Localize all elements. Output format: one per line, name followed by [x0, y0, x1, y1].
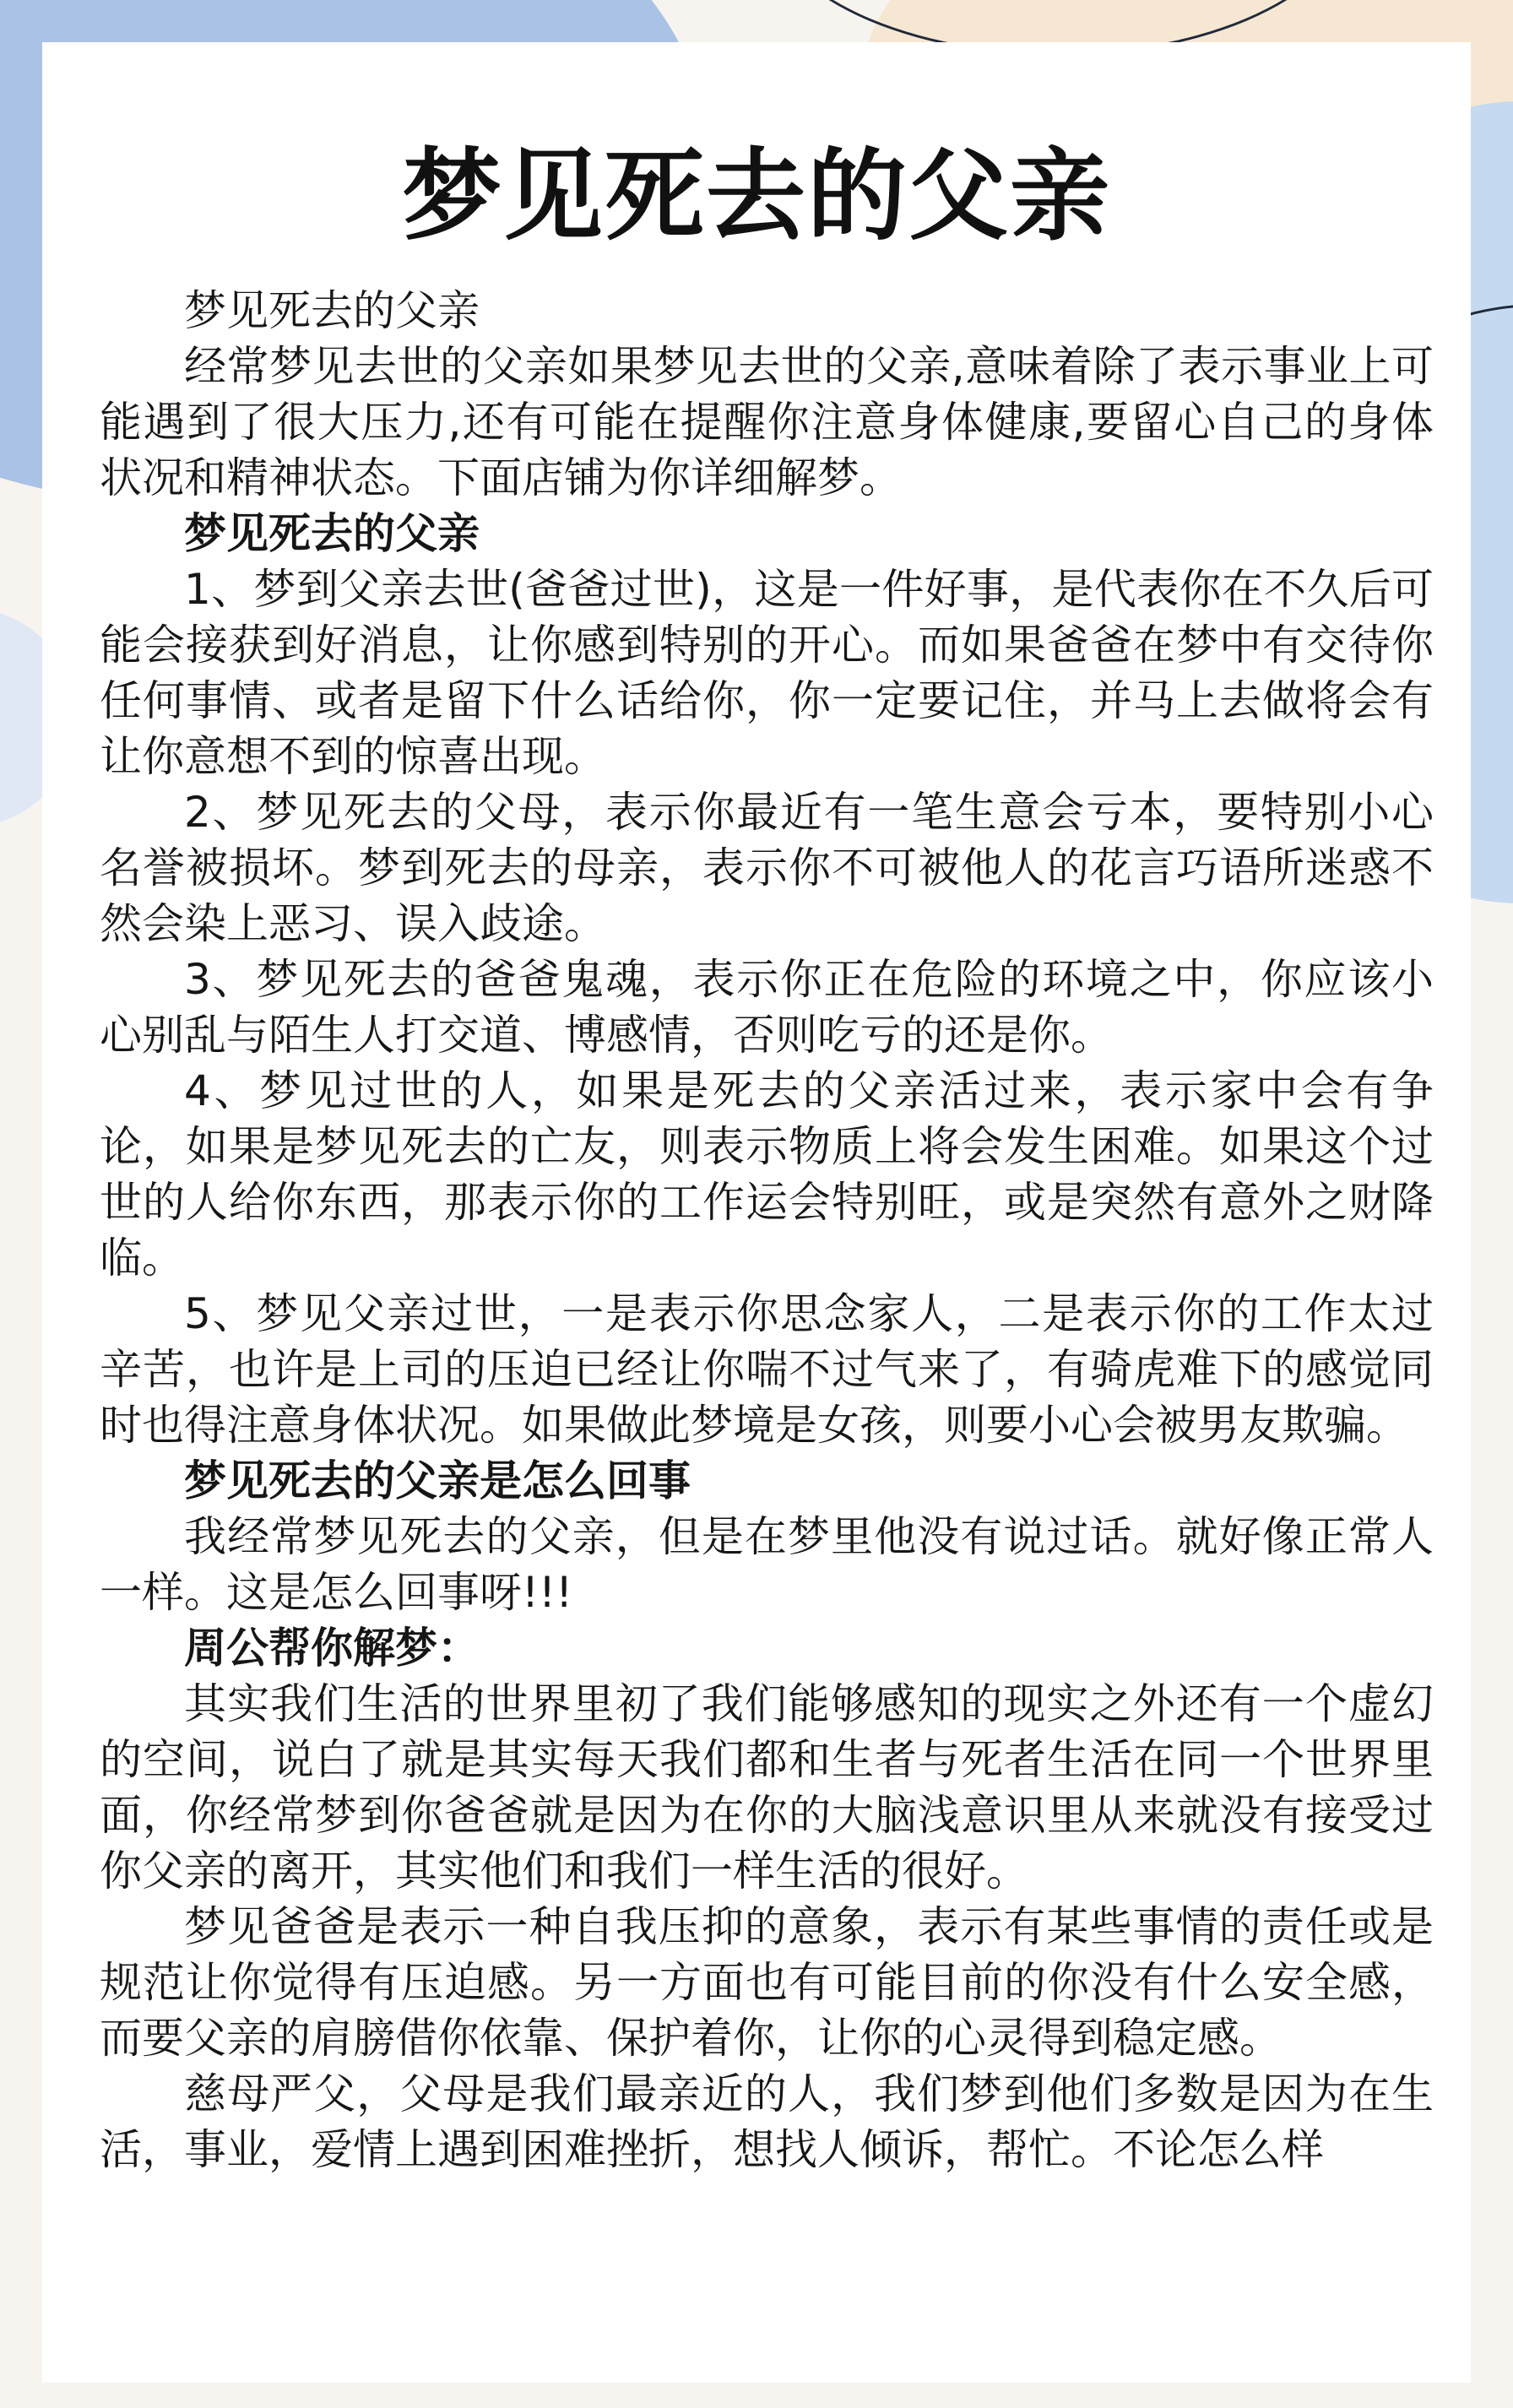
article-body — [100, 283, 1434, 2178]
paragraph-intro: 经常梦见去世的父亲如果梦见去世的父亲,意味着除了表示事业上可能遇到了很大压力,还有可能在提醒你注意身体健康,要留心自己的身体状况和精神状态。下面店铺为你详细解梦。 — [100, 342, 1434, 502]
section-heading-2: 梦见死去的父亲是怎么回事 — [184, 1456, 691, 1505]
article-title: 梦见死去的父亲 — [401, 138, 1111, 254]
paragraph-item-4: 4、梦见过世的人，如果是死去的父亲活过来，表示家中会有争论，如果是梦见死去的亡友，则表示物质上将会发生困难。如果这个过世的人给你东西，那表示你的工作运会特别旺，或是突然有意外之财降临。 — [100, 1066, 1434, 1283]
paragraph-intro-heading: 梦见死去的父亲 — [184, 286, 480, 335]
paragraph-answer-2: 梦见爸爸是表示一种自我压抑的意象，表示有某些事情的责任或是规范让你觉得有压迫感。另一方面也有可能目前的你没有什么安全感，而要父亲的肩膀借你依靠、保护着你，让你的心灵得到稳定感。 — [100, 1902, 1434, 2063]
section-heading-1: 梦见死去的父亲 — [184, 509, 480, 558]
paragraph-question: 我经常梦见死去的父亲，但是在梦里他没有说过话。就好像正常人一样。这是怎么回事呀!!! — [100, 1512, 1434, 1617]
paragraph-item-3: 3、梦见死去的爸爸鬼魂，表示你正在危险的环境之中，你应该小心别乱与陌生人打交道、博感情，否则吃亏的还是你。 — [100, 955, 1434, 1060]
paragraph-answer-1: 其实我们生活的世界里初了我们能够感知的现实之外还有一个虚幻的空间，说白了就是其实每天我们都和生者与死者生活在同一个世界里面，你经常梦到你爸爸就是因为在你的大脑浅意识里从来就没有接受过你父亲的离开，其实他们和我们一样生活的很好。 — [100, 1679, 1434, 1895]
paragraph-answer-3: 慈母严父，父母是我们最亲近的人，我们梦到他们多数是因为在生活，事业，爱情上遇到困难挫折，想找人倾诉，帮忙。不论怎么样 — [100, 2069, 1434, 2174]
paragraph-item-2: 2、梦见死去的父母，表示你最近有一笔生意会亏本，要特别小心名誉被损坏。梦到死去的母亲，表示你不可被他人的花言巧语所迷惑不然会染上恶习、误入歧途。 — [100, 788, 1434, 948]
paragraph-item-5: 5、梦见父亲过世，一是表示你思念家人，二是表示你的工作太过辛苦，也许是上司的压迫已经让你喘不过气来了，有骑虎难下的感觉同时也得注意身体状况。如果做此梦境是女孩，则要小心会被男友欺骗。 — [100, 1289, 1434, 1450]
paragraph-item-1: 1、梦到父亲去世(爸爸过世)，这是一件好事，是代表你在不久后可能会接获到好消息，让你感到特别的开心。而如果爸爸在梦中有交待你任何事情、或者是留下什么话给你，你一定要记住，并马上去做将会有让你意想不到的惊喜出现。 — [100, 565, 1434, 781]
section-heading-3: 周公帮你解梦： — [184, 1624, 480, 1673]
article-card — [42, 42, 1471, 2383]
